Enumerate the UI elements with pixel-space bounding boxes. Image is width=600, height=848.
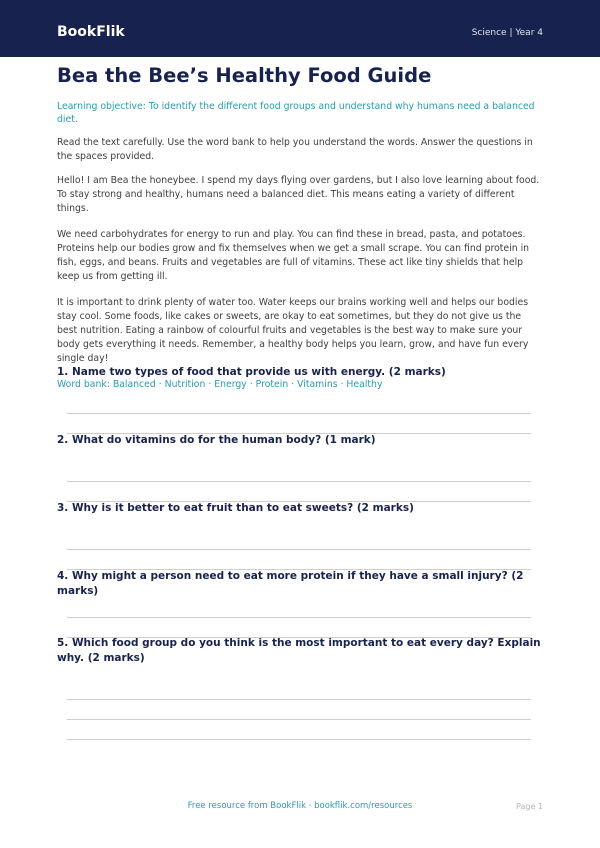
worksheet-body (57, 64, 543, 391)
page-number: Page 1 (516, 802, 543, 811)
answer-line[interactable] (67, 481, 531, 482)
text-paragraph-3: It is important to drink plenty of water too. Water keeps our brains working well and helps our bodies stay cool. Some foods, like cakes or sweets, are okay to eat sometimes, but they do not give us the best nutrition. Eating a rainbow of colourful fruits and vegetables is the best way to make sure your body gets everything it needs. Remember, a healthy body helps you learn, grow, and have fun every single day! (57, 297, 529, 364)
brand-logo-text: BookFlik (57, 24, 125, 40)
page-title: Bea the Bee’s Healthy Food Guide (57, 64, 432, 87)
learning-objective: Learning objective: To identify the different food groups and understand why humans need a balanced diet. (57, 101, 535, 125)
text-paragraph-1: Hello! I am Bea the honeybee. I spend my days flying over gardens, but I also love learning about food. To stay strong and healthy, humans need a balanced diet. This means eating a variety of different things. (57, 175, 540, 214)
subject-year-label: Science | Year 4 (471, 28, 543, 38)
word-bank: Word bank: Balanced · Nutrition · Energy · Protein · Vitamins · Healthy (57, 379, 383, 390)
instructions-paragraph: Read the text carefully. Use the word bank to help you understand the words. Answer the questions in the spaces provided. (57, 137, 533, 162)
question-2: 2. What do vitamins do for the human body? (1 mark) (57, 434, 376, 446)
answer-line[interactable] (67, 739, 531, 740)
text-paragraph-2: We need carbohydrates for energy to run and play. You can find these in bread, pasta, and potatoes. Proteins help our bodies grow and fix themselves when we get a small scrape. You can find protein in fish, eggs, and beans. Fruits and vegetables are full of vitamins. These act like tiny shields that help keep us from getting ill. (57, 229, 530, 282)
footer-resource-link[interactable]: Free resource from BookFlik · bookflik.com/resources (187, 801, 413, 811)
answer-line[interactable] (67, 617, 531, 618)
question-4: 4. Why might a person need to eat more protein if they have a small injury? (2 marks) (57, 570, 524, 597)
answer-line[interactable] (67, 699, 531, 700)
page-header (0, 0, 600, 57)
answer-line[interactable] (67, 413, 531, 414)
question-1: 1. Name two types of food that provide us with energy. (2 marks) (57, 366, 446, 378)
question-5: 5. Which food group do you think is the most important to eat every day? Explain why. (2 marks) (57, 637, 541, 664)
answer-line[interactable] (67, 549, 531, 550)
question-3: 3. Why is it better to eat fruit than to eat sweets? (2 marks) (57, 502, 414, 514)
answer-line[interactable] (67, 719, 531, 720)
